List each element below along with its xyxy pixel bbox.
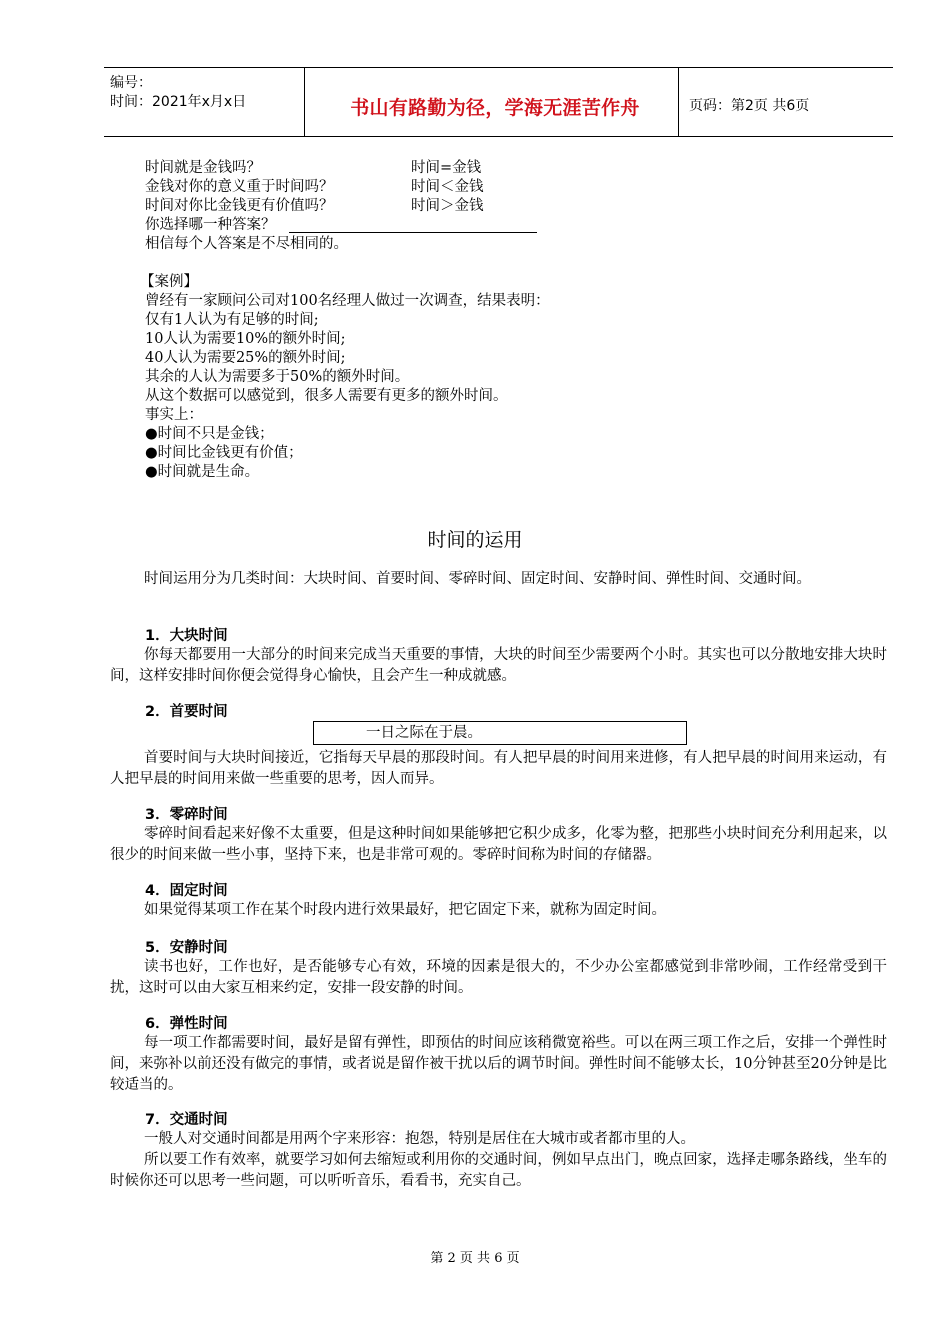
motto: 书山有路勤为径，学海无涯苦作舟: [350, 97, 640, 119]
item-paragraph: 一般人对交通时间都是用两个字来形容：抱怨，特别是居住在大城市或者都市里的人。: [144, 1131, 695, 1147]
intro-paragraph: 时间运用分为几类时间：大块时间、首要时间、零碎时间、固定时间、安静时间、弹性时间、交通时间。: [144, 571, 811, 587]
item-paragraph: 所以要工作有效率，就要学习如何去缩短或利用你的交通时间，例如早点出门，晚点回家，选择走哪条路线，坐车的时候你还可以思考一些问题，可以听听音乐，看看书，充实自己。: [110, 1152, 887, 1189]
header-table: [104, 67, 893, 137]
case-line: 仅有1人认为有足够的时间;: [145, 312, 319, 328]
header-motto-cell: [305, 68, 679, 136]
question-3: 时间对你比金钱更有价值吗？: [145, 198, 334, 214]
believe-line: 相信每个人答案是不尽相同的。: [145, 236, 348, 252]
case-line: 40人认为需要25%的额外时间;: [145, 350, 346, 366]
item-paragraph: 首要时间与大块时间接近，它指每天早晨的那段时间。有人把早晨的时间用来进修，有人把早晨的时间用来运动，有人把早晨的时间用来做一些重要的思考，因人而异。: [110, 750, 887, 787]
answer-1: 时间=金钱: [411, 160, 482, 176]
item-paragraph: 读书也好，工作也好，是否能够专心有效，环境的因素是很大的，不少办公室都感觉到非常吵闹，工作经常受到干扰，这时可以由大家互相来约定，安排一段安静的时间。: [110, 959, 887, 996]
case-heading: 【案例】: [140, 274, 198, 290]
item-paragraph: 如果觉得某项工作在某个时段内进行效果最好，把它固定下来，就称为固定时间。: [144, 902, 666, 918]
date-label: 时间：2021年x月x日: [110, 94, 247, 110]
fact-bullet: ●时间比金钱更有价值；: [145, 445, 303, 461]
case-line: 曾经有一家顾问公司对100名经理人做过一次调查，结果表明：: [145, 293, 550, 309]
item-heading: 1．大块时间: [145, 628, 228, 644]
item-heading: 2．首要时间: [145, 704, 228, 720]
fact-label: 事实上：: [145, 407, 203, 423]
section-title: 时间的运用: [427, 529, 523, 551]
item-heading: 7．交通时间: [145, 1112, 228, 1128]
fact-bullet: ●时间不只是金钱；: [145, 426, 274, 442]
item-heading: 5．安静时间: [145, 940, 228, 956]
item-paragraph: 零碎时间看起来好像不太重要，但是这种时间如果能够把它积少成多，化零为整，把那些小块时间充分利用起来，以很少的时间来做一些小事，坚持下来，也是非常可观的。零碎时间称为时间的存储器。: [110, 826, 887, 863]
fact-bullet: ●时间就是生命。: [145, 464, 260, 480]
quote-box: [313, 721, 687, 745]
page-footer: 第 2 页 共 6 页: [430, 1251, 520, 1266]
item-paragraph: 每一项工作都需要时间，最好是留有弹性，即预估的时间应该稍微宽裕些。可以在两三项工作之后，安排一个弹性时间，来弥补以前还没有做完的事情，或者说是留作被干扰以后的调节时间。弹性时间不能够太长，10分钟甚至20分钟是比较适当的。: [110, 1035, 887, 1093]
case-line: 10人认为需要10%的额外时间;: [145, 331, 346, 347]
case-line: 其余的人认为需要多于50%的额外时间。: [145, 369, 410, 385]
item-paragraph: 你每天都要用一大部分的时间来完成当天重要的事情，大块的时间至少需要两个小时。其实也可以分散地安排大块时间，这样安排时间你便会觉得身心愉快，且会产生一种成就感。: [110, 647, 887, 684]
item-heading: 3．零碎时间: [145, 807, 228, 823]
header-info-cell: [104, 68, 305, 136]
choose-prompt: 你选择哪一种答案？: [145, 217, 276, 233]
page-label: 页码：第2页 共6页: [689, 98, 810, 114]
number-label: 编号：: [110, 75, 152, 91]
header-page-cell: [679, 68, 893, 136]
answer-3: 时间＞金钱: [411, 198, 484, 214]
item-heading: 6．弹性时间: [145, 1016, 228, 1032]
answer-2: 时间＜金钱: [411, 179, 484, 195]
quote-text: 一日之际在于晨。: [366, 725, 482, 741]
question-2: 金钱对你的意义重于时间吗？: [145, 179, 334, 195]
item-heading: 4．固定时间: [145, 883, 228, 899]
answer-blank-line: [289, 232, 537, 233]
question-1: 时间就是金钱吗？: [145, 160, 261, 176]
case-line: 从这个数据可以感觉到，很多人需要有更多的额外时间。: [145, 388, 508, 404]
